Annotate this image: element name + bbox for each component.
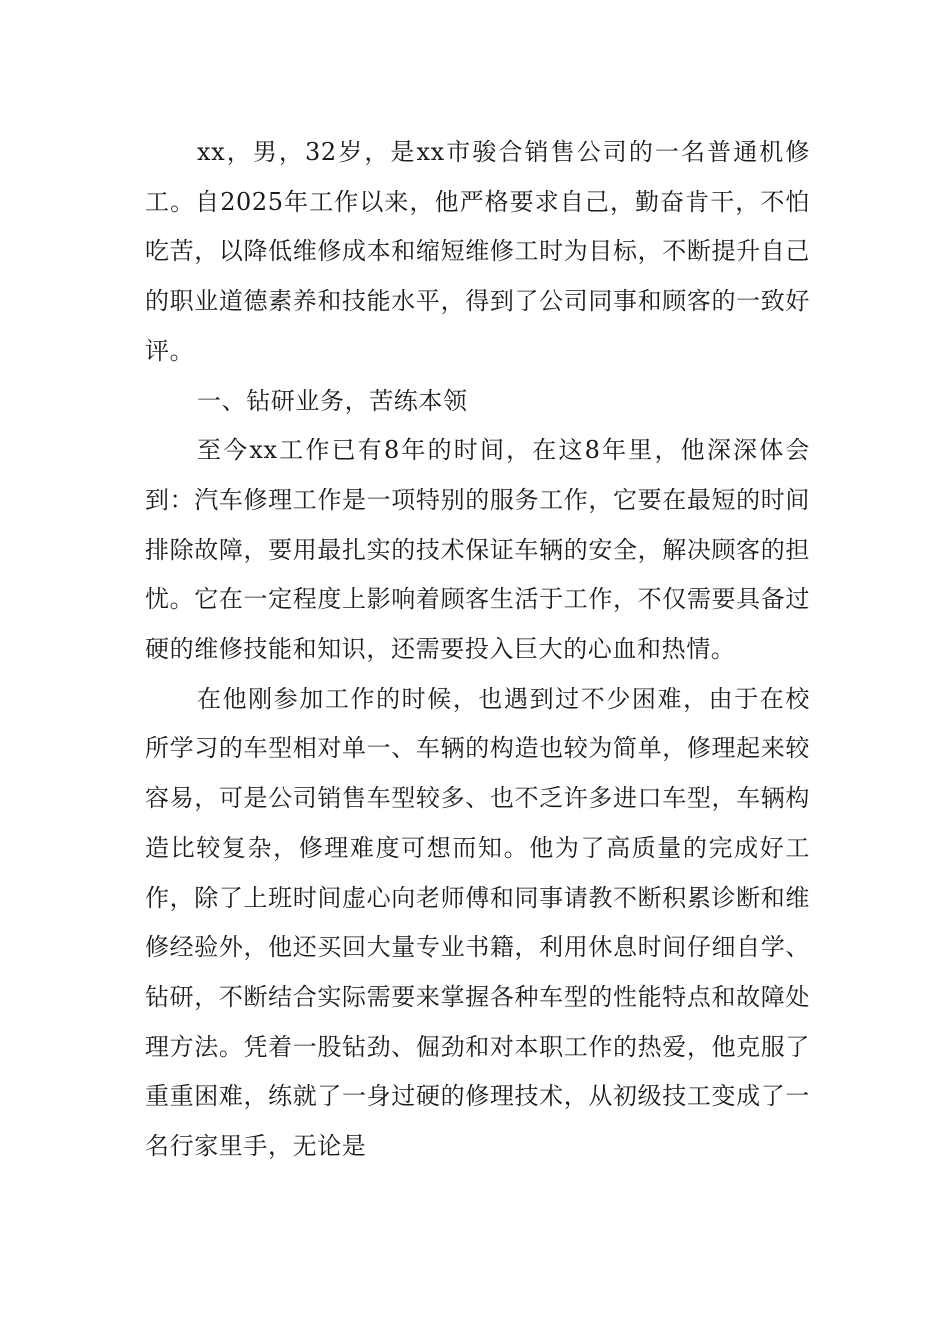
document-body	[145, 128, 810, 1172]
paragraph-intro: xx，男，32岁，是xx市骏合销售公司的一名普通机修工。自2025年工作以来，他严格要求自己，勤奋肯干，不怕吃苦，以降低维修成本和缩短维修工时为目标，不断提升自己的职业道德素养和技能水平，得到了公司同事和顾客的一致好评。	[145, 138, 810, 365]
paragraph-difficulties: 在他刚参加工作的时候，也遇到过不少困难，由于在校所学习的车型相对单一、车辆的构造也较为简单，修理起来较容易，可是公司销售车型较多、也不乏许多进口车型，车辆构造比较复杂，修理难度可想而知。他为了高质量的完成好工作，除了上班时间虚心向老师傅和同事请教不断积累诊断和维修经验外，他还买回大量专业书籍，利用休息时间仔细自学、钻研，不断结合实际需要来掌握各种车型的性能特点和故障处理方法。凭着一股钻劲、倔劲和对本职工作的热爱，他克服了重重困难，练就了一身过硬的修理技术，从初级技工变成了一名行家里手，无论是	[145, 684, 810, 1161]
section-heading: 一、钻研业务，苦练本领	[197, 386, 468, 415]
paragraph-experience: 至今xx工作已有8年的时间，在这8年里，他深深体会到：汽车修理工作是一项特别的服务工作，它要在最短的时间排除故障，要用最扎实的技术保证车辆的安全，解决顾客的担忧。它在一定程度上影响着顾客生活于工作，不仅需要具备过硬的维修技能和知识，还需要投入巨大的心血和热情。	[145, 436, 810, 664]
